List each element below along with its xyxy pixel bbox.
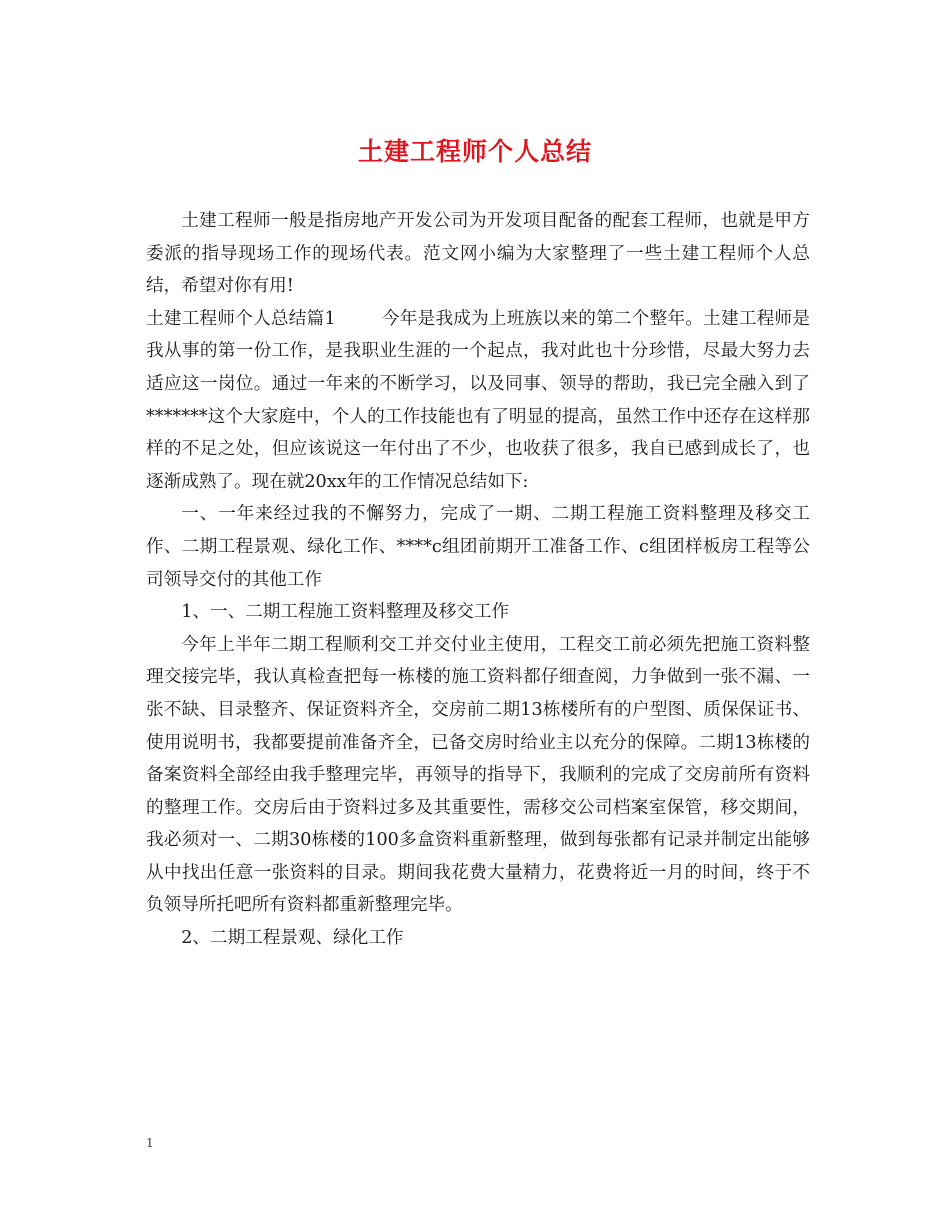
- section-heading: 土建工程师个人总结篇1: [146, 308, 336, 329]
- section-paragraph: [146, 303, 810, 499]
- document-body: [146, 205, 810, 955]
- item-two-heading: 2、二期工程景观、绿化工作: [181, 928, 404, 949]
- intro-paragraph: 土建工程师一般是指房地产开发公司为开发项目配备的配套工程师，也就是甲方委派的指导现场工作的现场代表。范文网小编为大家整理了一些土建工程师个人总结，希望对你有用!: [146, 211, 810, 297]
- section-intro-text: 今年是我成为上班族以来的第二个整年。土建工程师是我从事的第一份工作，是我职业生涯的一个起点，我对此也十分珍惜，尽最大努力去适应这一岗位。通过一年来的不断学习，以及同事、领导的帮助，我已完全融入到了*******这个大家庭中，个人的工作技能也有了明显的提高，虽然工作中还存在这样那样的不足之处，但应该说这一年付出了不少，也收获了很多，我自已感到成长了，也逐渐成熟了。现在就20xx年的工作情况总结如下:: [146, 308, 810, 492]
- point-one-paragraph: 一、一年来经过我的不懈努力，完成了一期、二期工程施工资料整理及移交工作、二期工程景观、绿化工作、****c组团前期开工准备工作、c组团样板房工程等公司领导交付的其他工作: [146, 504, 810, 590]
- document-title: 土建工程师个人总结: [357, 137, 592, 166]
- item-one-paragraph: 今年上半年二期工程顺利交工并交付业主使用，工程交工前必须先把施工资料整理交接完毕，我认真检查把每一栋楼的施工资料都仔细查阅，力争做到一张不漏、一张不缺、目录整齐、保证资料齐全，交房前二期13栋楼所有的户型图、质保保证书、使用说明书，我都要提前准备齐全，已备交房时给业主以充分的保障。二期13栋楼的备案资料全部经由我手整理完毕，再领导的指导下，我顺利的完成了交房前所有资料的整理工作。交房后由于资料过多及其重要性，需移交公司档案室保管，移交期间，我必须对一、二期30栋楼的100多盒资料重新整理，做到每张都有记录并制定出能够从中找出任意一张资料的目录。期间我花费大量精力，花费将近一月的时间，终于不负领导所托吧所有资料都重新整理完毕。: [146, 634, 810, 916]
- item-one-heading: 1、一、二期工程施工资料整理及移交工作: [181, 602, 510, 623]
- page-number: 1: [146, 1136, 154, 1150]
